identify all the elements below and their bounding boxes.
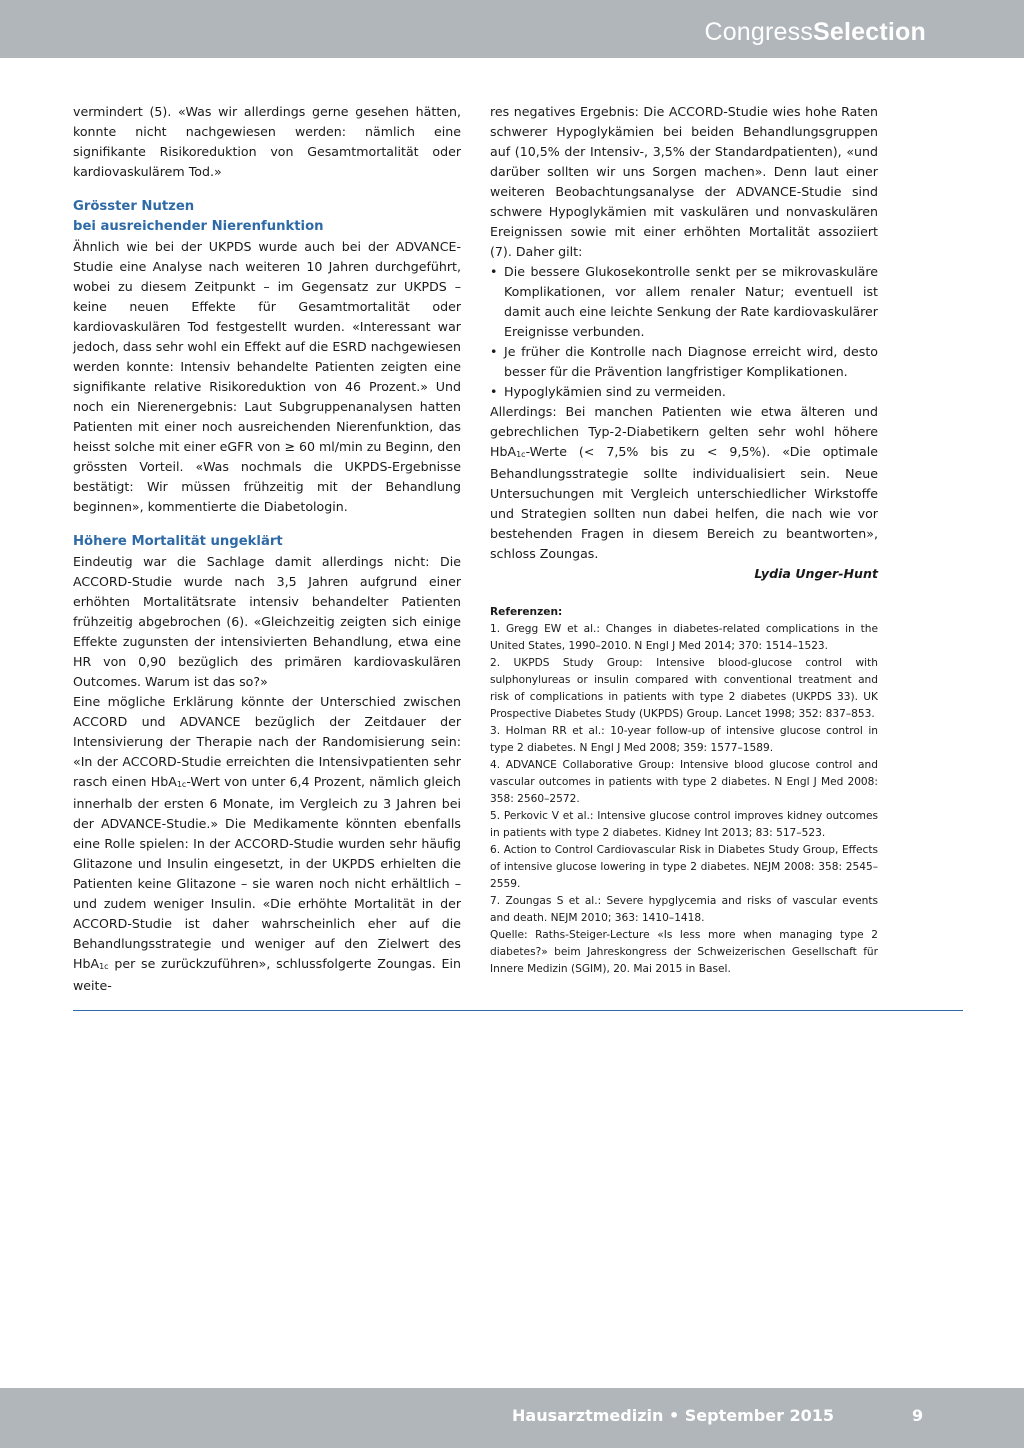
reference-item: 1. Gregg EW et al.: Changes in diabetes-related complications in the United States, 1990–2010. N Engl J Med 2014; 370: 1514–1523. xyxy=(490,623,878,652)
reference-item: 5. Perkovic V et al.: Intensive glucose control improves kidney outcomes in patients with type 2 diabetes. Kidney Int 2013; 83: 517–523. xyxy=(490,810,878,839)
references-list xyxy=(490,621,878,927)
left-column xyxy=(73,102,461,996)
references-title: Referenzen: xyxy=(490,606,563,618)
reference-item: 7. Zoungas S et al.: Severe hypglycemia and risks of vascular events and death. NEJM 2010; 363: 1410–1418. xyxy=(490,895,878,924)
paragraph: res negatives Ergebnis: Die ACCORD-Studie wies hohe Raten schwerer Hypoglykämien bei beiden Behandlungsgruppen auf (10,5% der Intensiv-, 3,5% der Standardpatienten), «und darüber sollten wir uns Sorgen machen». Denn laut einer weiteren Beobachtungsanalyse der ADVANCE-Studie sind schwere Hypoglykämien mit vaskulären und nonvaskulären Ereignissen sowie mit einer erhöhten Mortalität assoziiert (7). Daher gilt: xyxy=(490,104,878,259)
references xyxy=(490,604,878,978)
right-column xyxy=(490,102,878,978)
reference-item: 4. ADVANCE Collaborative Group: Intensive blood glucose control and vascular outcomes in patients with type 2 diabetes. N Engl J Med 2008: 358: 2560–2572. xyxy=(490,759,878,805)
text-run: -Werte (< 7,5% bis zu < 9,5%). «Die optimale Behandlungsstrategie sollte individualisiert sein. Neue Untersuchungen mit Vergleich unterschiedlicher Wirkstoffe und Strategien sollten nun dabei helfen, die nach wie vor bestehenden Fragen in diesem Bereich zu beantworten», schloss Zoungas. xyxy=(490,444,878,561)
reference-item: 2. UKPDS Study Group: Intensive blood-glucose control with sulphonylureas or insulin compared with conventional treatment and risk of complications in patients with type 2 diabetes (UKPDS 33). UK Prospective Diabetes Study (UKPDS) Group. Lancet 1998; 352: 837–853. xyxy=(490,657,878,720)
author-name: Lydia Unger-Hunt xyxy=(754,566,878,581)
list-item: • Je früher die Kontrolle nach Diagnose erreicht wird, desto besser für die Prävention langfristiger Komplikationen. xyxy=(490,342,878,382)
divider xyxy=(73,1010,963,1011)
paragraph: Eindeutig war die Sachlage damit allerdings nicht: Die ACCORD-Studie wurde nach 3,5 Jahren aufgrund einer erhöhten Mortalitätsrate intensiv behandelter Patienten frühzeitig abgebrochen (6). «Gleichzeitig zeigten sich einige Effekte zugunsten der intensivierten Behandlung, etwa eine HR von 0,90 bezüglich des primären kardiovaskulären Outcomes. Warum ist das so?» xyxy=(73,554,461,689)
section-heading: Höhere Mortalität ungeklärt xyxy=(73,534,283,549)
brand-light: Congress xyxy=(704,18,814,46)
brand-logo xyxy=(704,17,926,47)
reference-item: 3. Holman RR et al.: 10-year follow-up of intensive glucose control in type 2 diabetes. N Engl J Med 2008; 359: 1577–1589. xyxy=(490,725,878,754)
source-note: Quelle: Raths-Steiger-Lecture «Is less more when managing type 2 diabetes?» beim Jahreskongress der Schweizerischen Gesellschaft für Innere Medizin (SGIM), 20. Mai 2015 in Basel. xyxy=(490,929,878,975)
text-run: Allerdings: Bei manchen Patienten wie etwa älteren und gebrechlichen Typ-2-Diabetikern gelten sehr wohl höhere HbA xyxy=(490,404,878,459)
subscript: 1c xyxy=(176,780,187,789)
heading-line: bei ausreichender Nierenfunktion xyxy=(73,219,324,234)
page-number: 9 xyxy=(912,1406,924,1425)
publication-info: Hausarztmedizin • September 2015 xyxy=(512,1406,835,1425)
text-run: -Wert von unter 6,4 Prozent, nämlich gleich innerhalb der ersten 6 Monate, im Vergleich zu 3 Jahren bei der ADVANCE-Studie.» Die Medikamente könnten ebenfalls eine Rolle spielen: In der ACCORD-Studie wurden sehr häufig Glitazone und Insulin eingesetzt, in der UKPDS erhielten die Patienten keine Glitazone – sie waren noch nicht erhältlich – und zudem weniger Insulin. «Die erhöhte Mortalität in der ACCORD-Studie ist daher wahrscheinlich eher auf die Behandlungsstrategie und weniger auf den Zielwert des HbA xyxy=(73,774,461,971)
section-heading xyxy=(73,197,461,237)
heading-line: Grösster Nutzen xyxy=(73,199,195,214)
reference-item: 6. Action to Control Cardiovascular Risk in Diabetes Study Group, Effects of intensive glucose lowering in type 2 diabetes. NEJM 2008: 358: 2545–2559. xyxy=(490,844,878,890)
list-item: • Hypoglykämien sind zu vermeiden. xyxy=(490,382,878,402)
subscript: 1c xyxy=(516,450,526,459)
list-item: • Die bessere Glukosekontrolle senkt per se mikrovaskuläre Komplikationen, vor allem renaler Natur; eventuell ist damit auch eine leichte Senkung der Rate kardiovaskulärer Ereignisse verbunden. xyxy=(490,262,878,342)
paragraph: Ähnlich wie bei der UKPDS wurde auch bei der ADVANCE-Studie eine Analyse nach weiteren 10 Jahren durchgeführt, wobei zu diesem Zeitpunkt – im Gegensatz zur UKPDS – keine neuen Effekte für Gesamtmortalität oder kardiovaskulären Tod festgestellt wurden. «Interessant war jedoch, dass sehr wohl ein Effekt auf die ESRD nachgewiesen werden konnte: Intensiv behandelte Patienten zeigten eine signifikante relative Risikoreduktion von 46 Prozent.» Und noch ein Nierenergebnis: Laut Subgruppenanalysen hatten Patienten mit einer noch ausreichenden Nierenfunktion, das heisst solche mit einer eGFR von ≥ 60 ml/min zu Beginn, den grössten Vorteil. «Was nochmals die UKPDS-Ergebnisse bestätigt: Wir müssen frühzeitig mit der Behandlung beginnen», kommentierte die Diabetologin. xyxy=(73,239,461,514)
paragraph xyxy=(490,402,878,564)
brand-bold: Selection xyxy=(813,18,926,46)
paragraph xyxy=(73,692,461,996)
paragraph: vermindert (5). «Was wir allerdings gerne gesehen hätten, konnte nicht nachgewiesen werden: nämlich eine signifikante Risikoreduktion von Gesamtmortalität oder kardiovaskulärem Tod.» xyxy=(73,104,461,179)
subscript: 1c xyxy=(99,962,109,971)
bullet-list xyxy=(490,262,878,402)
text-run: per se zurückzuführen», schlussfolgerte Zoungas. Ein weite- xyxy=(73,956,461,993)
text-run: Eine mögliche Erklärung könnte der Unterschied zwischen ACCORD und ADVANCE bezüglich der Zeitdauer der Intensivierung der Therapie nach der Randomisierung sein: «In der ACCORD-Studie erreichten die Intensivpatienten sehr rasch einen HbA xyxy=(73,694,461,789)
